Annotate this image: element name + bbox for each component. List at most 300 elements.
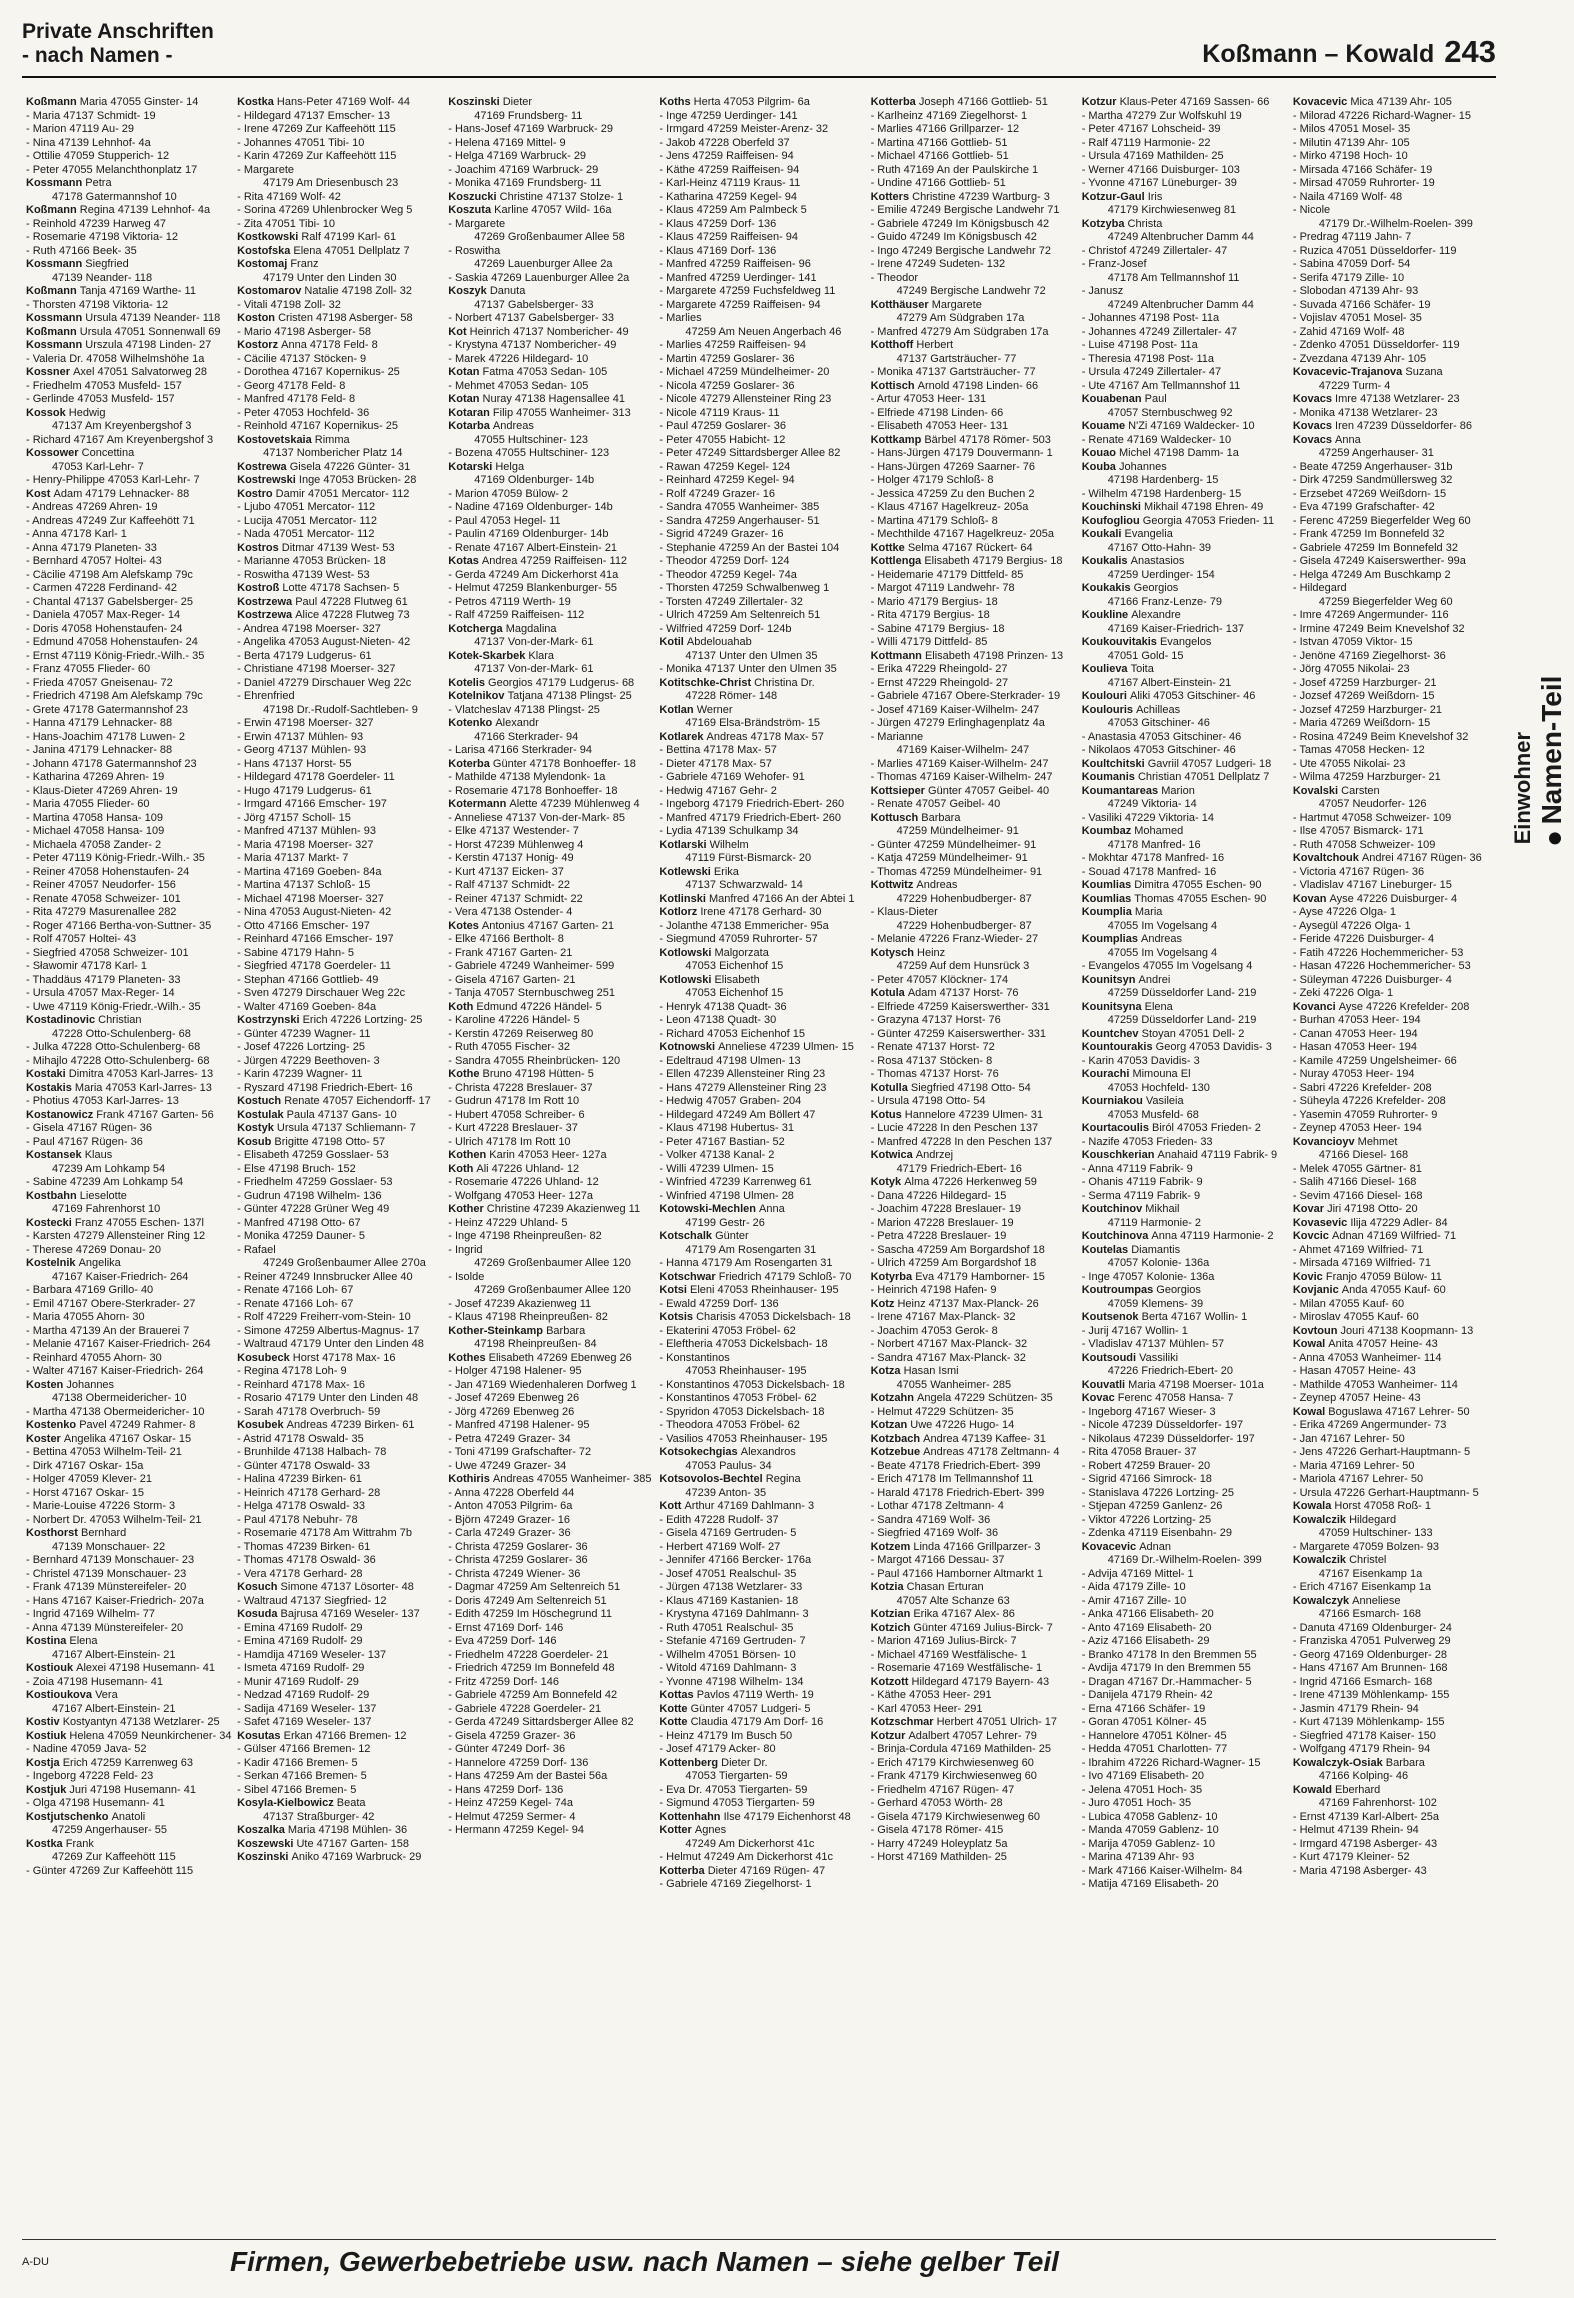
- entry-details: - Hans-Jürgen 47269 Saarner- 76: [870, 460, 1036, 473]
- surname: Kouame: [1081, 420, 1129, 432]
- entry-details: - Klaus 47259 Am Palmbeck 5: [659, 204, 807, 216]
- entry-details: - Siegfried 47178 Goerdeler- 11: [237, 960, 392, 972]
- entry-details: - Sandra 47055 Rheinbrücken- 120: [448, 1054, 621, 1067]
- entry-details: - Manfred 47179 Friedrich-Ebert- 260: [659, 811, 842, 824]
- entry-details: - Maria 47137 Schmidt- 19: [26, 109, 156, 122]
- entry-details: 47229 Hohenbudberger- 87: [896, 892, 1032, 905]
- entry-details: - Reinhold 47167 Kopernikus- 25: [237, 420, 398, 432]
- directory-entry: [237, 1514, 444, 1528]
- directory-entry: [1082, 1595, 1289, 1609]
- directory-entry: [1293, 974, 1500, 988]
- directory-entry: [26, 704, 233, 718]
- directory-entry: [237, 798, 444, 812]
- surname: Koutchinova: [1081, 1230, 1152, 1242]
- directory-entry: [1293, 569, 1500, 583]
- entry-details: - Anastasia 47053 Gitschiner- 46: [1081, 730, 1242, 743]
- entry-details: Friedrich 47179 Schloß- 70: [718, 1270, 852, 1283]
- directory-entry: [1082, 1838, 1289, 1852]
- directory-entry: [1082, 933, 1289, 947]
- entry-details: - Helga 47249 Am Buschkamp 2: [1292, 568, 1451, 581]
- entry-details: - Christa 47259 Goslarer- 36: [448, 1540, 588, 1553]
- entry-details: - Holger 47198 Halener- 95: [448, 1365, 582, 1377]
- directory-entry: [659, 177, 866, 191]
- surname: Kostiuk: [26, 1729, 70, 1742]
- entry-details: - Mihajlo 47228 Otto-Schulenberg- 68: [26, 1054, 210, 1067]
- directory-entry: [237, 245, 444, 259]
- directory-entry: [26, 326, 233, 340]
- directory-entry: [448, 582, 655, 596]
- directory-entry: [237, 1082, 444, 1096]
- directory-entry: [237, 1271, 444, 1285]
- entry-details: - Jasmin 47179 Rhein- 94: [1292, 1702, 1419, 1715]
- entry-details: Aliki 47053 Gitschiner- 46: [1129, 690, 1256, 702]
- directory-entry: [237, 528, 444, 542]
- entry-details: - Sigrid 47166 Simrock- 18: [1081, 1473, 1212, 1485]
- directory-entry: [448, 1811, 655, 1825]
- surname: Koths: [659, 96, 694, 108]
- entry-details: - Nicole: [1292, 204, 1331, 216]
- entry-details: - Thomas 47178 Oswald- 36: [237, 1554, 376, 1566]
- entry-details: - Witold 47169 Dahlmann- 3: [659, 1662, 797, 1674]
- entry-details: - Sevim 47166 Diesel- 168: [1292, 1189, 1423, 1202]
- entry-details: Erich 47226 Lortzing- 25: [302, 1014, 423, 1026]
- surname: Kourniakou: [1081, 1095, 1146, 1107]
- entry-details: - Nadine 47169 Oldenburger- 14b: [448, 501, 613, 513]
- entry-details: - Anna 47053 Wanheimer- 114: [1292, 1351, 1442, 1364]
- directory-entry: [659, 636, 866, 650]
- entry-details: Danuta: [489, 285, 526, 297]
- entry-details: Paul: [1144, 393, 1167, 405]
- entry-details: Elisabeth: [714, 973, 760, 986]
- entry-details: - Hans 47167 Kaiser-Friedrich- 207a: [26, 1594, 204, 1607]
- entry-details: Damir 47051 Mercator- 112: [275, 487, 410, 500]
- entry-details: Adalbert 47057 Lehrer- 79: [908, 1729, 1037, 1742]
- entry-details: - Ralf 47137 Schmidt- 22: [448, 879, 570, 891]
- directory-entry: [659, 1824, 866, 1838]
- entry-details: - Stjepan 47259 Ganlenz- 26: [1081, 1500, 1223, 1512]
- entry-details: - Michael 47166 Gottlieb- 51: [870, 150, 1009, 162]
- entry-details: - Horst 47239 Mühlenweg 4: [448, 838, 584, 851]
- directory-entry: [448, 110, 655, 124]
- entry-details: Thomas 47055 Eschen- 90: [1134, 892, 1267, 905]
- surname: Kosuch: [237, 1581, 281, 1593]
- surname: Koumlias: [1081, 879, 1135, 891]
- footer-rule: [22, 2239, 1496, 2240]
- entry-details: Günter 47057 Geibel- 40: [928, 784, 1050, 797]
- directory-entry: [1082, 1190, 1289, 1204]
- directory-entry: [871, 974, 1078, 988]
- entry-details: Vassiliki: [1139, 1351, 1179, 1364]
- directory-column: [26, 96, 233, 2226]
- entry-details: 47259 Angerhauser- 31: [1318, 447, 1434, 459]
- directory-entry: [871, 447, 1078, 461]
- directory-entry: [659, 1284, 866, 1298]
- entry-details: 47179 Friedrich-Ebert- 16: [896, 1162, 1022, 1175]
- directory-entry: [659, 1176, 866, 1190]
- entry-details: - Hugo 47179 Ludgerus- 61: [237, 784, 372, 797]
- surname: Kotas: [448, 555, 482, 567]
- directory-entry: [871, 906, 1078, 920]
- directory-entry: [871, 1149, 1078, 1163]
- directory-entry: [26, 609, 233, 623]
- entry-details: 47059 Klemens- 39: [1107, 1297, 1204, 1310]
- surname: Kovjanic: [1292, 1284, 1342, 1296]
- entry-details: - Vojislav 47051 Mosel- 35: [1292, 312, 1422, 324]
- directory-entry: [237, 1338, 444, 1352]
- directory-entry: [448, 960, 655, 974]
- entry-details: - Gabriele 47259 Im Bonnefeld 32: [1292, 541, 1458, 554]
- directory-entry: [659, 569, 866, 583]
- directory-entry: [659, 1878, 866, 1892]
- directory-entry: [237, 1392, 444, 1406]
- entry-details: - Dieter 47178 Max- 57: [659, 757, 772, 770]
- directory-entry: [659, 231, 866, 245]
- entry-details: - Wilma 47259 Harzburger- 21: [1292, 771, 1441, 783]
- entry-details: - Sabine 47239 Am Lohkamp 54: [26, 1176, 184, 1188]
- entry-details: Erich 47259 Karrenweg 63: [62, 1756, 193, 1769]
- directory-entry: [237, 1419, 444, 1433]
- entry-details: - Eva 47199 Grafschafter- 42: [1292, 501, 1435, 513]
- directory-entry: [659, 690, 866, 704]
- entry-details: Anneliese 47239 Ulmen- 15: [718, 1041, 854, 1053]
- entry-details: Irene 47178 Gerhard- 30: [700, 906, 822, 918]
- directory-entry: [1082, 447, 1289, 461]
- directory-entry: [659, 1838, 866, 1852]
- directory-entry: [237, 785, 444, 799]
- surname: Koumantareas: [1081, 784, 1162, 797]
- directory-entry: [1293, 1311, 1500, 1325]
- directory-entry: [1082, 609, 1289, 623]
- directory-entry: [1082, 420, 1289, 434]
- entry-details: Christine 47239 Wartburg- 3: [912, 190, 1050, 203]
- surname: Koumplias: [1081, 933, 1141, 945]
- directory-entry: [659, 866, 866, 880]
- surname: Kossmann: [26, 258, 86, 270]
- directory-entry: [1293, 1500, 1500, 1514]
- directory-entry: [237, 1838, 444, 1852]
- entry-details: - Paul 47053 Hegel- 11: [448, 514, 561, 527]
- directory-entry: [659, 1460, 866, 1474]
- directory-entry: [26, 1163, 233, 1177]
- directory-entry: [659, 920, 866, 934]
- directory-entry: [1293, 501, 1500, 515]
- entry-details: Christa: [1127, 217, 1163, 230]
- directory-entry: [871, 191, 1078, 205]
- entry-details: - Maria 47269 Weißdorn- 15: [1292, 717, 1431, 729]
- entry-details: - Manfred 47198 Halener- 95: [448, 1419, 590, 1431]
- entry-details: - Martina 47179 Schloß- 8: [870, 514, 998, 527]
- entry-details: Mohamed: [1134, 825, 1184, 837]
- directory-entry: [448, 231, 655, 245]
- entry-details: - Hans-Jürgen 47179 Douvermann- 1: [870, 447, 1053, 459]
- directory-entry: [1082, 204, 1289, 218]
- directory-entry: [1082, 690, 1289, 704]
- entry-details: - Serma 47119 Fabrik- 9: [1081, 1189, 1201, 1202]
- directory-entry: [659, 933, 866, 947]
- entry-details: - Suvada 47166 Schäfer- 19: [1292, 298, 1431, 311]
- entry-details: - Reiner 47058 Hohenstaufen- 24: [26, 865, 190, 878]
- entry-details: Ursula 47137 Schliemann- 7: [276, 1122, 416, 1134]
- directory-entry: [871, 1784, 1078, 1798]
- directory-entry: [1082, 987, 1289, 1001]
- directory-entry: [659, 1109, 866, 1123]
- entry-details: - Halina 47239 Birken- 61: [237, 1473, 362, 1485]
- directory-entry: [448, 137, 655, 151]
- directory-entry: [659, 677, 866, 691]
- entry-details: Bärbel 47178 Römer- 503: [924, 433, 1051, 446]
- directory-entry: [1293, 690, 1500, 704]
- directory-entry: [1082, 1527, 1289, 1541]
- directory-entry: [26, 1784, 233, 1798]
- directory-entry: [659, 650, 866, 664]
- surname: Kovancioyv: [1292, 1135, 1358, 1148]
- entry-details: - Grazyna 47137 Horst- 76: [870, 1014, 1001, 1026]
- directory-entry: [1293, 299, 1500, 313]
- entry-details: - Nadine 47059 Java- 52: [26, 1743, 147, 1755]
- directory-entry: [659, 1230, 866, 1244]
- entry-details: - Nedzad 47169 Rudolf- 29: [237, 1689, 370, 1701]
- entry-details: - Lubica 47058 Gablenz- 10: [1081, 1810, 1218, 1823]
- entry-details: Maria 47198 Moerser- 101a: [1128, 1378, 1264, 1391]
- entry-details: - Kerstin 47269 Reiserweg 80: [448, 1027, 594, 1040]
- entry-details: Urszula 47198 Linden- 27: [85, 339, 212, 351]
- directory-entry: [448, 1001, 655, 1015]
- entry-details: 47055 Wanheimer- 285: [896, 1378, 1012, 1391]
- directory-entry: [659, 1703, 866, 1717]
- directory-entry: [871, 1824, 1078, 1838]
- surname: Kosyla-Kielbowicz: [237, 1797, 337, 1809]
- entry-details: - Jelena 47051 Hoch- 35: [1081, 1783, 1203, 1796]
- directory-entry: [237, 191, 444, 205]
- directory-entry: [448, 758, 655, 772]
- surname: Kother-Steinkamp: [448, 1324, 547, 1337]
- surname: Kotsovolos-Bechtel: [659, 1473, 766, 1485]
- directory-entry: [26, 879, 233, 893]
- directory-entry: [871, 137, 1078, 151]
- directory-entry: [1293, 1851, 1500, 1865]
- directory-entry: [871, 434, 1078, 448]
- directory-entry: [1293, 812, 1500, 826]
- entry-details: - Thomas 47239 Birken- 61: [237, 1540, 371, 1553]
- entry-details: - Martina 47058 Hansa- 109: [26, 811, 163, 824]
- surname: Kotermann: [448, 798, 510, 810]
- directory-entry: [237, 812, 444, 826]
- entry-details: - Dagmar 47259 Am Seltenreich 51: [448, 1581, 621, 1593]
- surname: Kovacevic: [1292, 96, 1351, 108]
- entry-details: Uwe 47226 Hugo- 14: [910, 1419, 1015, 1431]
- surname: Kotula: [870, 987, 908, 999]
- entry-details: Mikhail 47198 Ehren- 49: [1144, 501, 1264, 513]
- entry-details: - Aysegül 47226 Olga- 1: [1292, 919, 1411, 932]
- directory-entry: [1082, 1122, 1289, 1136]
- entry-details: Georgia 47053 Frieden- 11: [1142, 514, 1275, 527]
- directory-entry: [1082, 1568, 1289, 1582]
- directory-entry: [1293, 947, 1500, 961]
- entry-details: - Nikolaus 47239 Düsseldorfer- 197: [1081, 1432, 1255, 1445]
- directory-entry: [26, 1284, 233, 1298]
- directory-entry: [1082, 137, 1289, 151]
- directory-entry: [26, 1230, 233, 1244]
- entry-details: - Ingo 47249 Bergische Landwehr 72: [870, 244, 1051, 257]
- entry-details: 47269 Großenbaumer Allee 58: [474, 231, 625, 243]
- directory-entry: [1082, 1622, 1289, 1636]
- directory-entry: [1082, 1365, 1289, 1379]
- entry-details: - Rosemarie 47178 Am Wittrahm 7b: [237, 1527, 412, 1539]
- directory-entry: [26, 1676, 233, 1690]
- directory-entry: [659, 1770, 866, 1784]
- directory-entry: [659, 1014, 866, 1028]
- directory-entry: [871, 1406, 1078, 1420]
- surname: Koultchitski: [1081, 757, 1148, 770]
- directory-entry: [26, 1824, 233, 1838]
- directory-entry: [26, 1419, 233, 1433]
- directory-entry: [1293, 434, 1500, 448]
- entry-details: - Jozsef 47259 Harzburger- 21: [1292, 703, 1443, 716]
- entry-details: - Norbert 47167 Max-Planck- 32: [870, 1338, 1028, 1350]
- directory-entry: [448, 1460, 655, 1474]
- entry-details: - Slobodan 47139 Ahr- 93: [1292, 285, 1419, 297]
- directory-entry: [1082, 1554, 1289, 1568]
- directory-entry: [871, 285, 1078, 299]
- entry-details: 47137 Unter den Ulmen 35: [685, 649, 818, 662]
- entry-details: Alexei 47198 Husemann- 41: [76, 1662, 215, 1674]
- entry-details: - Gabriele 47167 Obere-Sterkrader- 19: [870, 690, 1061, 702]
- entry-details: - Ruth 47058 Schweizer- 109: [1292, 838, 1436, 851]
- entry-details: - Joachim 47053 Gerok- 8: [870, 1324, 998, 1337]
- directory-entry: [448, 434, 655, 448]
- directory-entry: [1082, 974, 1289, 988]
- directory-entry: [26, 1041, 233, 1055]
- directory-entry: [26, 1406, 233, 1420]
- directory-entry: [26, 1608, 233, 1622]
- directory-entry: [1293, 272, 1500, 286]
- entry-details: Heinz: [917, 946, 946, 959]
- directory-entry: [448, 123, 655, 137]
- entry-details: 47179 Dr.-Wilhelm-Roelen- 399: [1318, 217, 1473, 230]
- directory-entry: [26, 663, 233, 677]
- directory-entry: [237, 690, 444, 704]
- surname: Kotarba: [448, 420, 493, 432]
- directory-entry: [448, 879, 655, 893]
- entry-details: 47279 Am Südgraben 17a: [896, 312, 1025, 324]
- entry-details: - Helmut 47249 Am Dickerhorst 41c: [659, 1851, 834, 1863]
- directory-entry: [26, 272, 233, 286]
- entry-details: - Sabine 47179 Hahn- 5: [237, 946, 354, 959]
- entry-details: - Gudrun 47178 Im Rott 10: [448, 1095, 580, 1107]
- directory-entry: [1293, 1163, 1500, 1177]
- entry-details: - Marija 47059 Gablenz- 10: [1081, 1837, 1215, 1850]
- surname: Koumlias: [1081, 892, 1135, 905]
- entry-details: - Frank 47259 Im Bonnefeld 32: [1292, 528, 1445, 540]
- directory-entry: [237, 1163, 444, 1177]
- surname: Kovaltchouk: [1292, 852, 1362, 864]
- directory-entry: [871, 1419, 1078, 1433]
- directory-entry: [1082, 96, 1289, 110]
- directory-entry: [1293, 1811, 1500, 1825]
- directory-entry: [871, 407, 1078, 421]
- directory-entry: [26, 1622, 233, 1636]
- directory-entry: [26, 1838, 233, 1852]
- directory-entry: [448, 1541, 655, 1555]
- directory-entry: [448, 839, 655, 853]
- directory-entry: [1082, 1230, 1289, 1244]
- directory-entry: [26, 204, 233, 218]
- entry-details: - Helmut 47229 Schützen- 35: [870, 1405, 1014, 1418]
- entry-details: - Michael 47198 Moerser- 327: [237, 892, 384, 905]
- entry-details: - Grete 47178 Gatermannshof 23: [26, 703, 189, 716]
- directory-entry: [659, 879, 866, 893]
- entry-details: - Richard 47167 Am Kreyenbergshof 3: [26, 433, 214, 446]
- directory-entry: [448, 177, 655, 191]
- directory-entry: [659, 1028, 866, 1042]
- surname: Kotek-Skarbek: [448, 649, 529, 662]
- directory-entry: [237, 893, 444, 907]
- directory-entry: [26, 1514, 233, 1528]
- directory-entry: [237, 1325, 444, 1339]
- surname: Kosutas: [237, 1729, 284, 1742]
- entry-details: - Heidemarie 47179 Dittfeld- 85: [870, 568, 1024, 581]
- directory-entry: [659, 1554, 866, 1568]
- directory-entry: [659, 96, 866, 110]
- directory-entry: [26, 785, 233, 799]
- directory-entry: [659, 1352, 866, 1366]
- directory-entry: [871, 1122, 1078, 1136]
- directory-entry: [448, 1757, 655, 1771]
- entry-details: - Edeltraud 47198 Ulmen- 13: [659, 1054, 801, 1067]
- surname: Kott: [659, 1500, 685, 1512]
- entry-details: 47053 Paulus- 34: [685, 1459, 772, 1472]
- directory-entry: [659, 1001, 866, 1015]
- directory-entry: [26, 245, 233, 259]
- directory-entry: [659, 1716, 866, 1730]
- directory-entry: [871, 528, 1078, 542]
- surname: Kovalski: [1292, 784, 1342, 797]
- entry-details: 47055 Im Vogelsang 4: [1107, 946, 1218, 959]
- entry-details: - Peter 47167 Lohscheid- 39: [1081, 123, 1221, 135]
- directory-entry: [659, 1379, 866, 1393]
- entry-details: - Peter 47119 König-Friedr.-Wilh.- 35: [26, 852, 205, 864]
- directory-entry: [1293, 407, 1500, 421]
- entry-details: - Manfred 47137 Mühlen- 93: [237, 825, 376, 837]
- directory-entry: [237, 879, 444, 893]
- entry-details: 47055 Im Vogelsang 4: [1107, 919, 1218, 932]
- entry-details: Erika 47167 Alex- 86: [913, 1608, 1015, 1620]
- entry-details: - Ralf 47119 Harmonie- 22: [1081, 136, 1211, 149]
- entry-details: - Willi 47179 Dittfeld- 85: [870, 636, 988, 648]
- directory-entry: [659, 258, 866, 272]
- entry-details: - Holger 47179 Schloß- 8: [870, 474, 994, 486]
- directory-entry: [1082, 407, 1289, 421]
- directory-entry: [237, 380, 444, 394]
- entry-details: - Monika 47169 Frundsberg- 11: [448, 177, 602, 189]
- directory-entry: [448, 1244, 655, 1258]
- directory-entry: [659, 663, 866, 677]
- entry-details: 47198 Dr.-Rudolf-Sachtleben- 9: [263, 703, 418, 716]
- directory-entry: [26, 1743, 233, 1757]
- directory-entry: [26, 1136, 233, 1150]
- entry-details: - Mirsada 47169 Wilfried- 71: [1292, 1257, 1432, 1269]
- entry-details: - Anto 47169 Elisabeth- 20: [1081, 1621, 1212, 1634]
- directory-entry: [237, 1473, 444, 1487]
- entry-details: - Gisela 47169 Gertruden- 5: [659, 1527, 797, 1539]
- directory-entry: [1082, 326, 1289, 340]
- entry-details: 47166 Sterkrader- 94: [474, 730, 579, 743]
- entry-details: - Wolfgang 47179 Rhein- 94: [1292, 1743, 1431, 1755]
- entry-details: 47051 Gold- 15: [1107, 649, 1184, 662]
- entry-details: - Ursula 47169 Mathilden- 25: [1081, 150, 1224, 162]
- entry-details: Dimitra 47053 Karl-Jarres- 13: [68, 1068, 214, 1080]
- entry-details: Klaus: [84, 1149, 113, 1161]
